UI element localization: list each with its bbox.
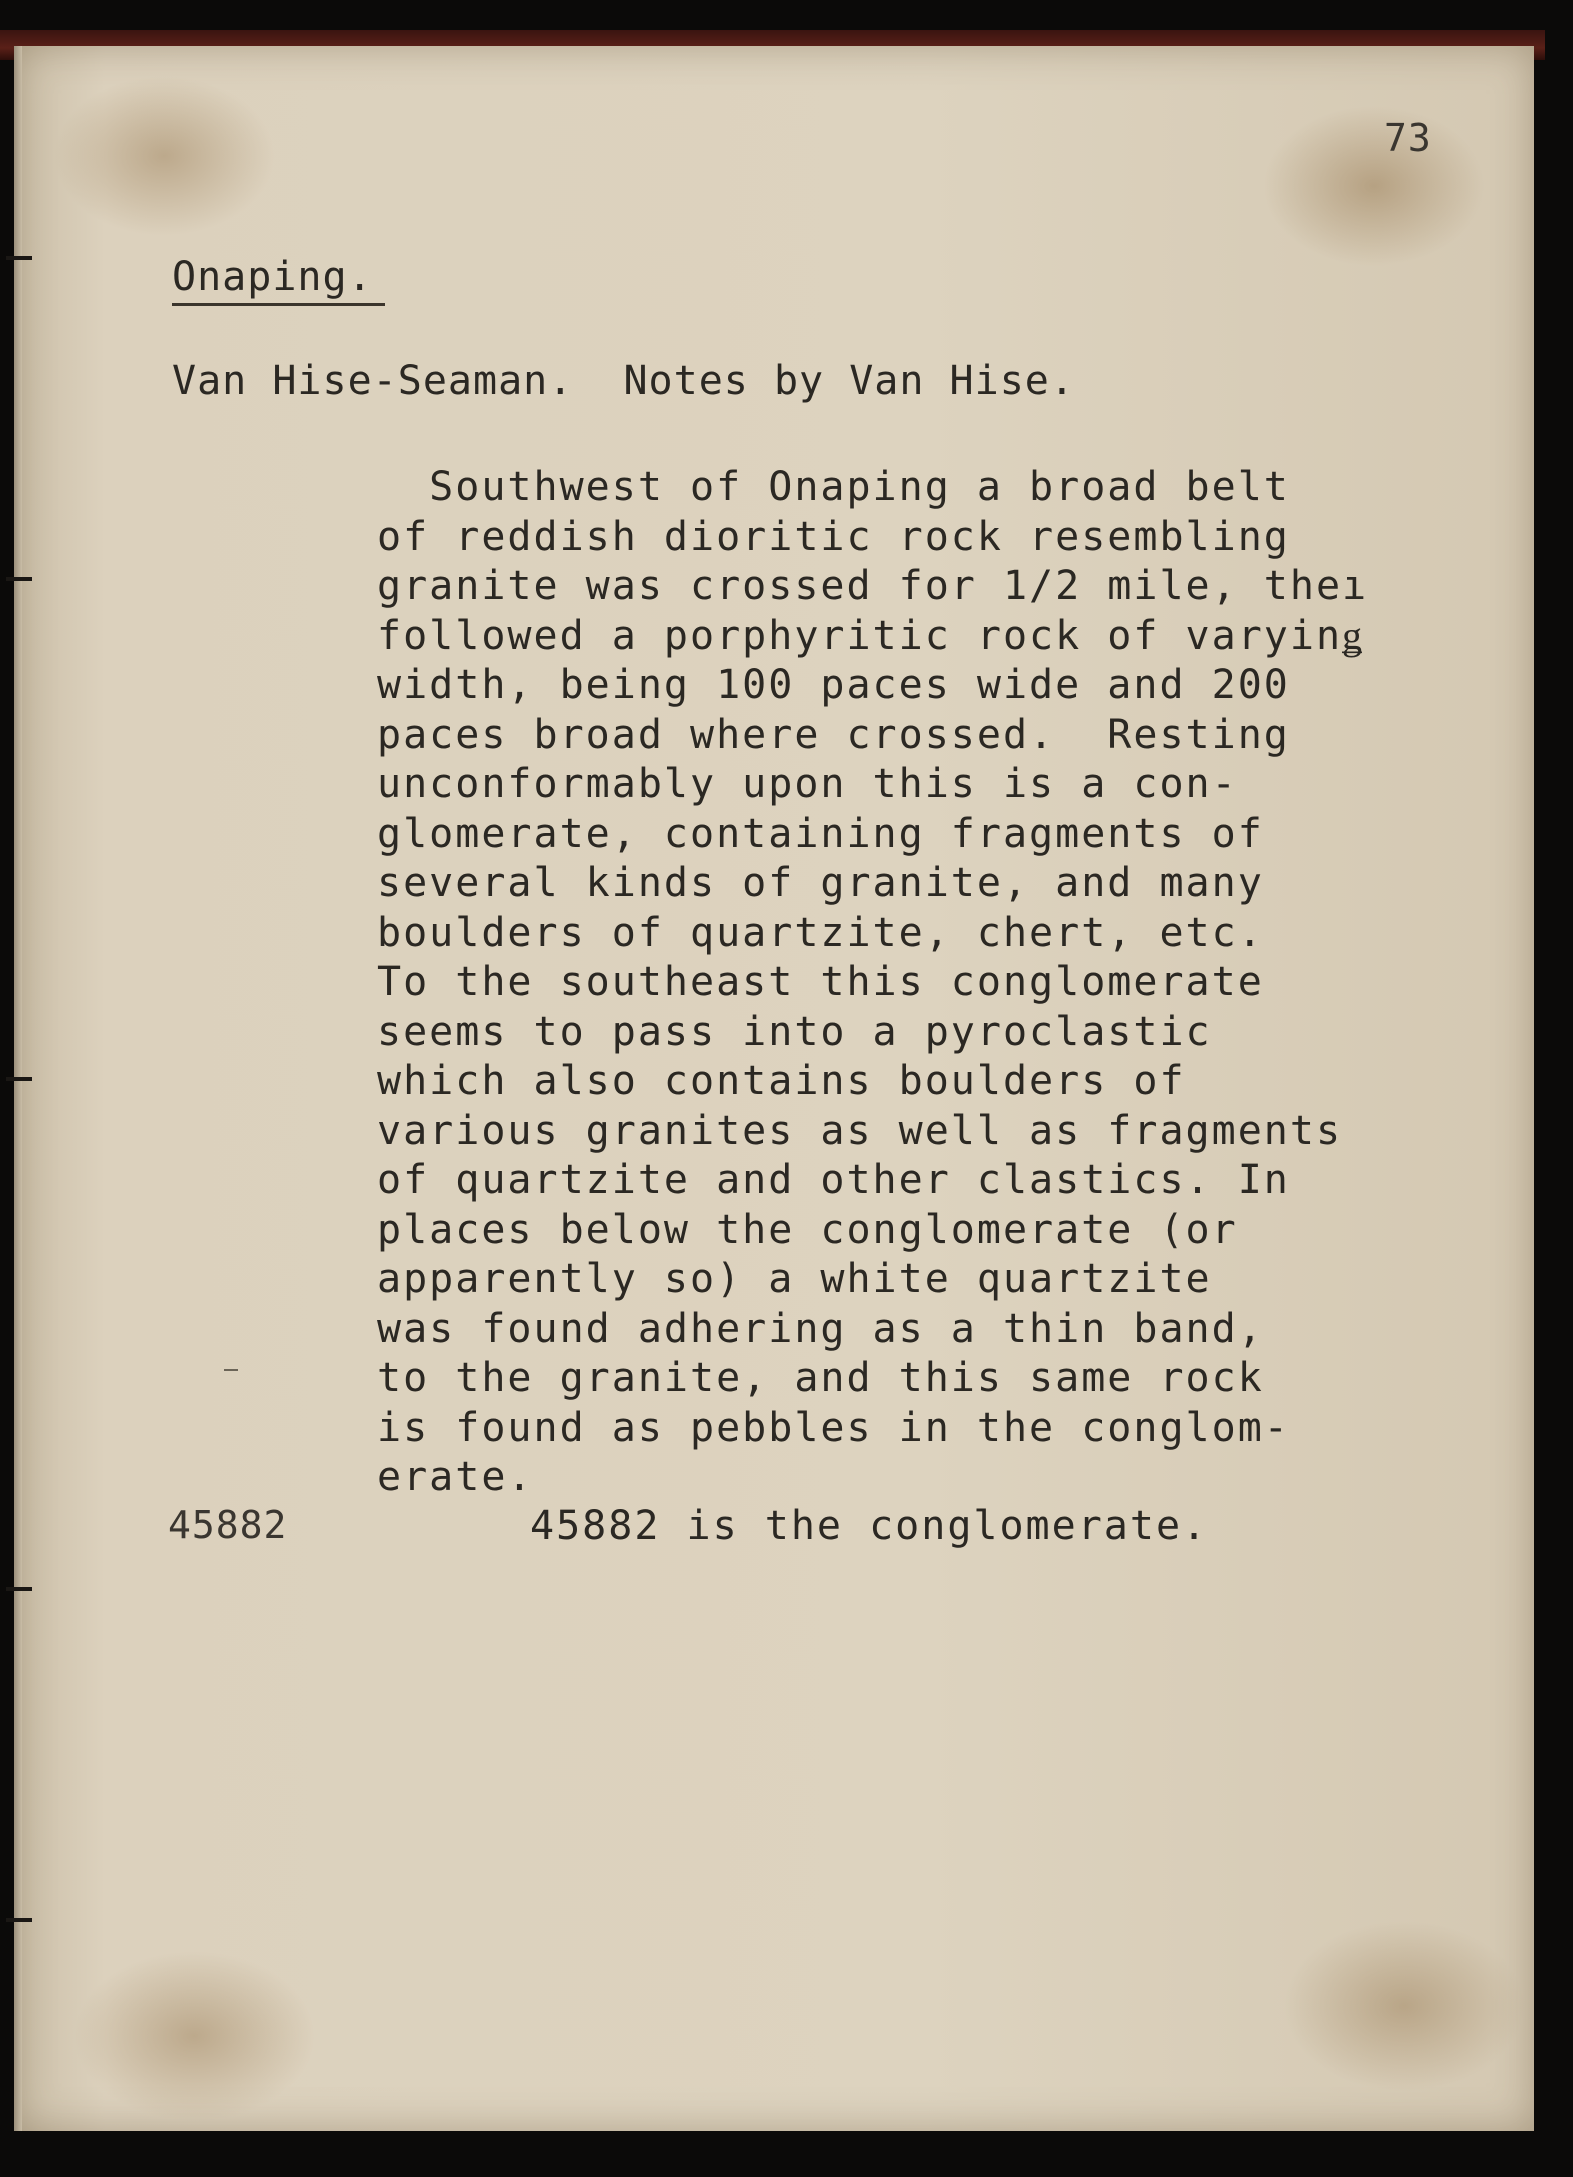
body-text xyxy=(377,463,1368,1503)
byline: Van Hise-Seaman. Notes by Van Hise. xyxy=(172,358,1075,404)
body-line: seems to pass into a pyroclastic xyxy=(377,1008,1212,1055)
body-line: granite was crossed for 1/2 mile, theı xyxy=(377,563,1369,609)
title-underline xyxy=(172,303,385,306)
body-line: unconformably upon this is a con- xyxy=(377,761,1238,807)
body-line: was found adhering as a thin band, xyxy=(377,1305,1264,1352)
specimen-note: 45882 is the conglomerate. xyxy=(530,1503,1209,1549)
specimen-number: 45882 xyxy=(168,1503,288,1547)
margin-mark xyxy=(224,1369,238,1371)
page-binding-edge xyxy=(14,46,22,2131)
body-line: of quartzite and other clastics. In xyxy=(377,1157,1290,1203)
page-number: 73 xyxy=(1384,116,1432,160)
body-line: various granites as well as fragments xyxy=(377,1107,1343,1154)
binding-tab xyxy=(6,1077,32,1081)
binding-tab xyxy=(6,577,32,581)
body-line: apparently so) a white quartzite xyxy=(377,1256,1212,1302)
page-title: Onaping. xyxy=(172,254,373,300)
body-line: erate. xyxy=(377,1454,534,1500)
body-line: of reddish dioritic rock resembling xyxy=(377,513,1290,560)
body-line: is found as pebbles in the conglom- xyxy=(377,1404,1290,1451)
body-line: several kinds of granite, and many xyxy=(377,860,1264,906)
body-line: Southwest of Onaping a broad belt xyxy=(377,464,1290,510)
body-line: glomerate, containing fragments of xyxy=(377,810,1264,857)
body-line: width, being 100 paces wide and 200 xyxy=(377,662,1290,708)
body-line: paces broad where crossed. Resting xyxy=(377,711,1290,758)
body-line: which also contains boulders of xyxy=(377,1058,1186,1104)
body-line: To the southeast this conglomerate xyxy=(377,959,1264,1005)
binding-tab xyxy=(6,256,32,260)
body-line: to the granite, and this same rock xyxy=(377,1355,1264,1401)
binding-tab xyxy=(6,1918,32,1922)
body-line: boulders of quartzite, chert, etc. xyxy=(377,909,1264,956)
binding-tab xyxy=(6,1587,32,1591)
body-line: followed a porphyritic rock of varyinǥ xyxy=(377,612,1365,659)
body-line: places below the conglomerate (or xyxy=(377,1206,1238,1253)
